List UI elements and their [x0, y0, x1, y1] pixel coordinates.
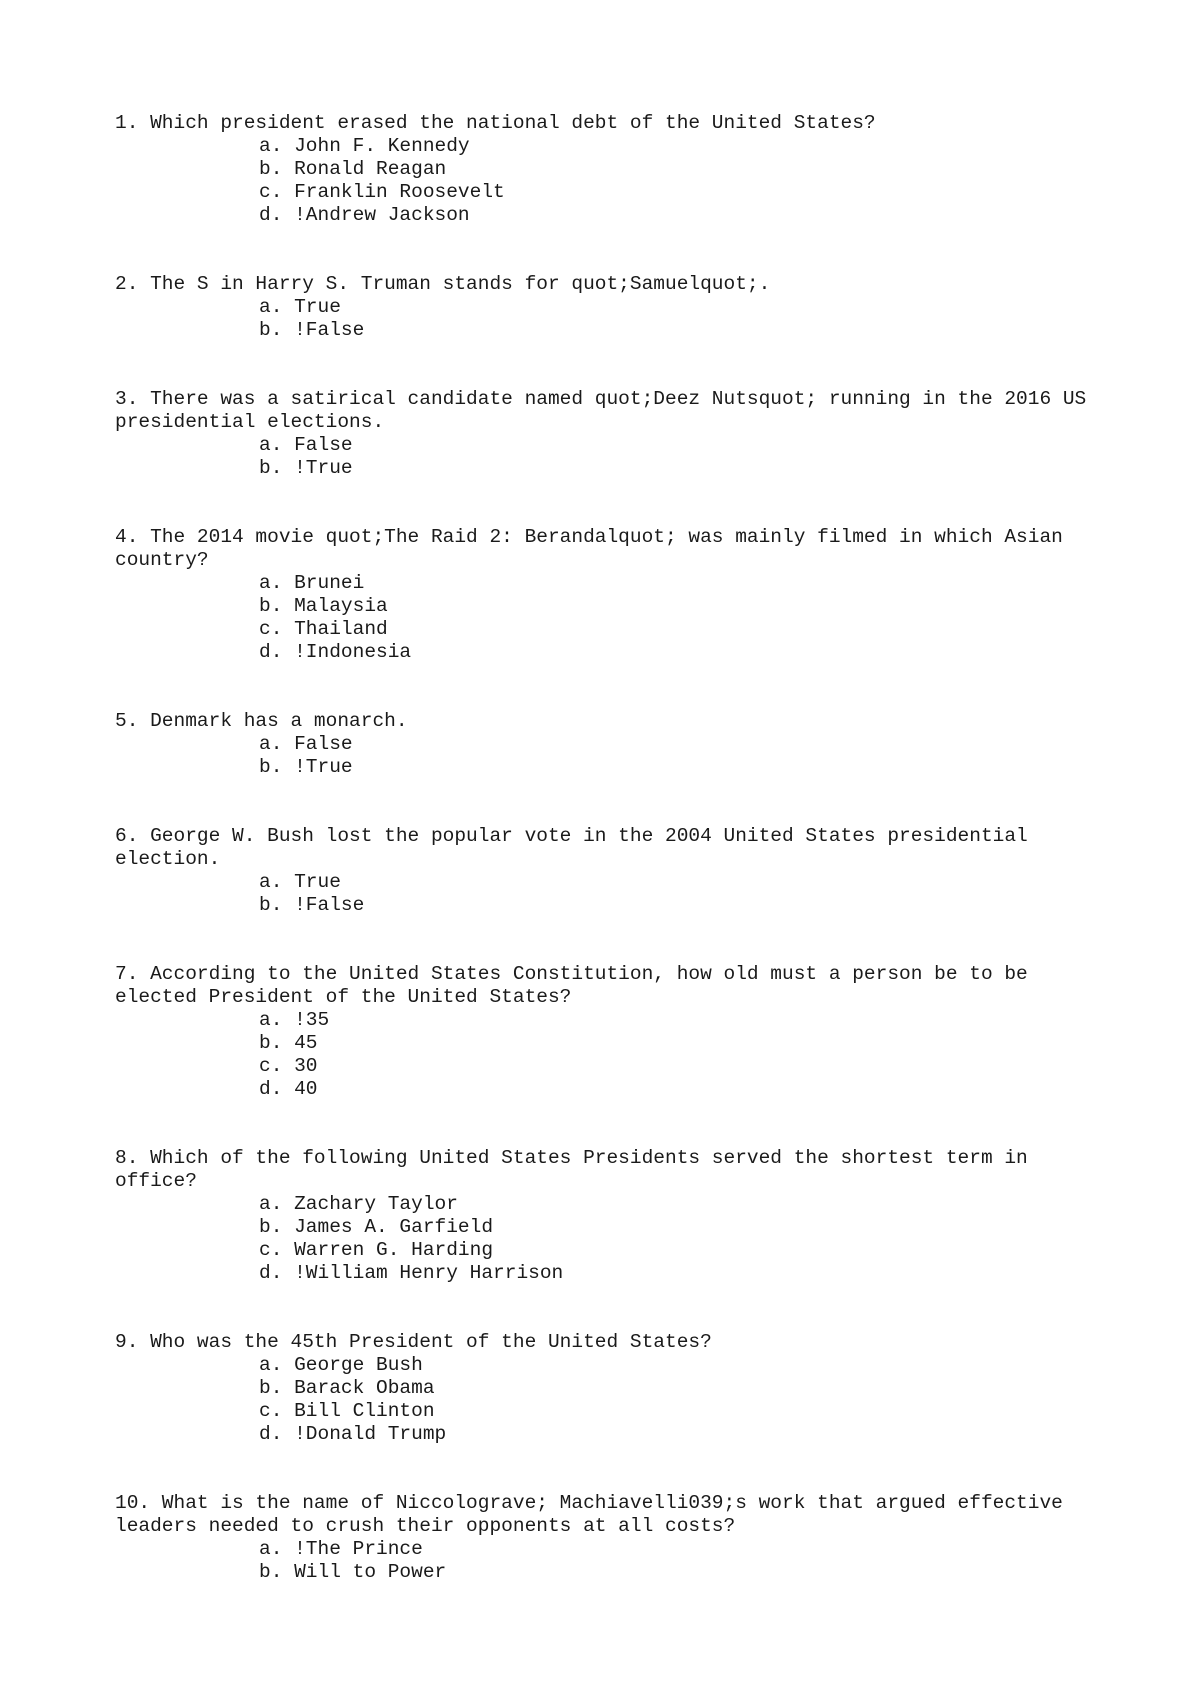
answer-option: a. Brunei: [259, 572, 365, 594]
question-text: 6. George W. Bush lost the popular vote in the 2004 United States presidential election.: [115, 825, 1040, 870]
question-block: [115, 1331, 1095, 1446]
answer-option: c. Warren G. Harding: [259, 1239, 494, 1261]
question-block: [115, 1147, 1095, 1285]
question-spacer: [115, 779, 1095, 825]
answer-option: d. !Indonesia: [259, 641, 412, 663]
question-block: [115, 963, 1095, 1101]
answer-option: b. !False: [259, 319, 365, 341]
answer-options: [115, 135, 1095, 227]
question-block: [115, 273, 1095, 342]
answer-option: a. !35: [259, 1009, 330, 1031]
answer-option: a. True: [259, 871, 341, 893]
answer-option: b. !True: [259, 756, 353, 778]
question-text: 2. The S in Harry S. Truman stands for quot;Samuelquot;.: [115, 273, 771, 295]
question-spacer: [115, 1446, 1095, 1492]
answer-option: d. !William Henry Harrison: [259, 1262, 564, 1284]
question-text: 10. What is the name of Niccolograve; Machiavelli039;s work that argued effective leaders needed to crush their opponents at all costs?: [115, 1492, 1075, 1537]
answer-option: b. Barack Obama: [259, 1377, 435, 1399]
question-text: 9. Who was the 45th President of the United States?: [115, 1331, 712, 1353]
answer-option: d. !Donald Trump: [259, 1423, 447, 1445]
answer-options: [115, 1193, 1095, 1285]
answer-option: d. 40: [259, 1078, 318, 1100]
question-text: 5. Denmark has a monarch.: [115, 710, 408, 732]
question-spacer: [115, 1285, 1095, 1331]
question-spacer: [115, 664, 1095, 710]
answer-option: a. False: [259, 434, 353, 456]
answer-option: b. !True: [259, 457, 353, 479]
answer-option: c. 30: [259, 1055, 318, 1077]
answer-option: b. Ronald Reagan: [259, 158, 447, 180]
question-block: [115, 388, 1098, 480]
question-block: [115, 526, 1095, 664]
answer-options: [115, 1354, 1095, 1446]
answer-option: a. True: [259, 296, 341, 318]
answer-option: a. !The Prince: [259, 1538, 423, 1560]
question-block: [115, 1492, 1095, 1584]
answer-option: c. Bill Clinton: [259, 1400, 435, 1422]
answer-option: b. Will to Power: [259, 1561, 447, 1583]
question-text: 4. The 2014 movie quot;The Raid 2: Berandalquot; was mainly filmed in which Asian country?: [115, 526, 1075, 571]
answer-option: c. Thailand: [259, 618, 388, 640]
answer-option: a. False: [259, 733, 353, 755]
question-spacer: [115, 480, 1095, 526]
question-spacer: [115, 917, 1095, 963]
quiz-question-list: [115, 112, 1098, 1584]
answer-options: [115, 434, 1095, 480]
answer-option: b. !False: [259, 894, 365, 916]
answer-option: d. !Andrew Jackson: [259, 204, 470, 226]
answer-options: [115, 296, 1095, 342]
question-spacer: [115, 1101, 1095, 1147]
answer-option: a. George Bush: [259, 1354, 423, 1376]
question-block: [115, 825, 1095, 917]
answer-options: [115, 572, 1095, 664]
answer-options: [115, 1538, 1095, 1584]
answer-option: b. 45: [259, 1032, 318, 1054]
question-text: 3. There was a satirical candidate named quot;Deez Nutsquot; running in the 2016 US presidential elections.: [115, 388, 1098, 433]
question-spacer: [115, 342, 1095, 388]
question-spacer: [115, 227, 1095, 273]
answer-option: b. James A. Garfield: [259, 1216, 494, 1238]
answer-option: a. John F. Kennedy: [259, 135, 470, 157]
answer-option: a. Zachary Taylor: [259, 1193, 458, 1215]
question-block: [115, 710, 1095, 779]
answer-options: [115, 871, 1095, 917]
question-block: [115, 112, 1095, 227]
answer-option: c. Franklin Roosevelt: [259, 181, 505, 203]
answer-options: [115, 1009, 1095, 1101]
question-text: 8. Which of the following United States Presidents served the shortest term in office?: [115, 1147, 1040, 1192]
answer-options: [115, 733, 1095, 779]
question-text: 1. Which president erased the national debt of the United States?: [115, 112, 876, 134]
answer-option: b. Malaysia: [259, 595, 388, 617]
question-text: 7. According to the United States Constitution, how old must a person be to be elected President of the United States?: [115, 963, 1040, 1008]
